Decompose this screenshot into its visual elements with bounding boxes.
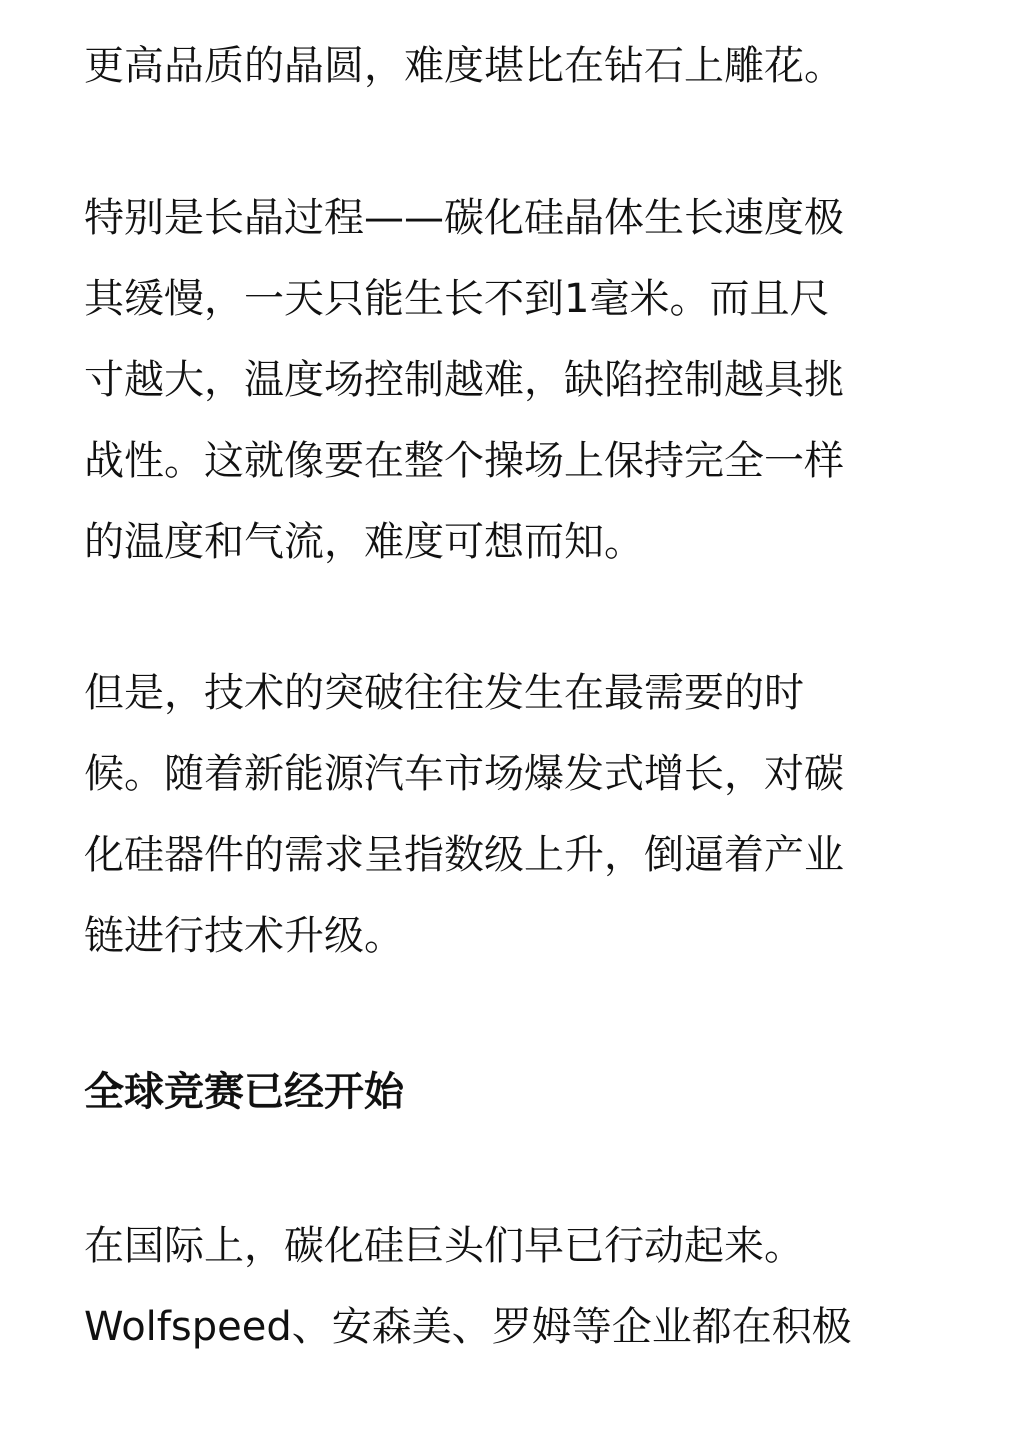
paragraph-3-line-1: 但是，技术的突破往往发生在最需要的时 [84, 670, 804, 716]
paragraph-1-line-1: 更高品质的晶圆，难度堪比在钻石上雕花。 [84, 43, 844, 89]
paragraph-4-line-1: 在国际上，碳化硅巨头们早已行动起来。 [84, 1223, 804, 1269]
paragraph-2-line-3: 寸越大，温度场控制越难，缺陷控制越具挑 [84, 357, 844, 403]
paragraph-3-line-4: 链进行技术升级。 [84, 913, 404, 959]
paragraph-2-line-4: 战性。这就像要在整个操场上保持完全一样 [84, 438, 844, 484]
paragraph-3-line-3: 化硅器件的需求呈指数级上升，倒逼着产业 [84, 832, 844, 878]
paragraph-2-line-2: 其缓慢，一天只能生长不到1毫米。而且尺 [84, 276, 830, 322]
paragraph-3-line-2: 候。随着新能源汽车市场爆发式增长，对碳 [84, 751, 844, 797]
section-heading: 全球竞赛已经开始 [84, 1069, 404, 1115]
paragraph-2-line-5: 的温度和气流，难度可想而知。 [84, 519, 644, 565]
paragraph-2-line-1: 特别是长晶过程——碳化硅晶体生长速度极 [84, 195, 844, 241]
paragraph-4-line-2: Wolfspeed、安森美、罗姆等企业都在积极 [84, 1304, 852, 1350]
